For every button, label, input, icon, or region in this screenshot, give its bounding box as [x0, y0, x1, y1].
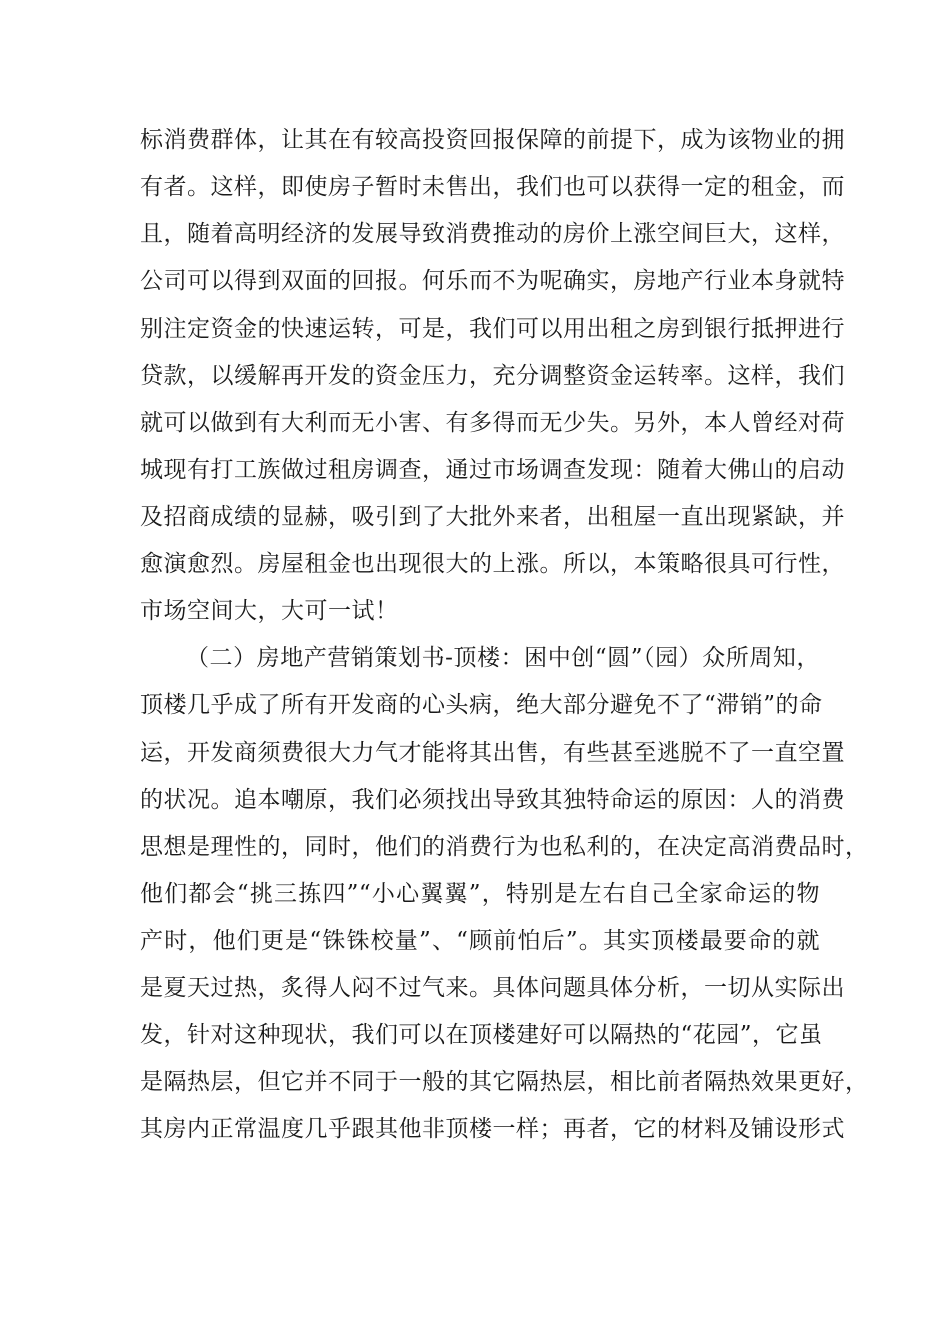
- text-line: 是夏天过热，炙得人闷不过气来。具体问题具体分析，一切从实际出: [140, 975, 845, 1001]
- text-line: 愈演愈烈。房屋租金也出现很大的上涨。所以，本策略很具可行性，: [140, 551, 845, 577]
- text-line: 有者。这样，即使房子暂时未售出，我们也可以获得一定的租金，而: [140, 174, 845, 200]
- section-heading-line: （二）房地产营销策划书-顶楼：困中创“圆”（园）众所周知，: [186, 645, 820, 671]
- text-line: 城现有打工族做过租房调查，通过市场调查发现：随着大佛山的启动: [140, 457, 845, 483]
- text-line: 他们都会“挑三拣四”“小心翼翼”，特别是左右自己全家命运的物: [140, 881, 820, 907]
- text-line: 及招商成绩的显赫，吸引到了大批外来者，出租屋一直出现紧缺，并: [140, 504, 845, 530]
- text-line: 思想是理性的，同时，他们的消费行为也私利的，在决定高消费品时，: [140, 834, 869, 860]
- text-line: 运，开发商须费很大力气才能将其出售，有些甚至逃脱不了一直空置: [140, 740, 845, 766]
- text-line: 发，针对这种现状，我们可以在顶楼建好可以隔热的“花园”，它虽: [140, 1022, 823, 1048]
- text-line: 是隔热层，但它并不同于一般的其它隔热层，相比前者隔热效果更好，: [140, 1069, 869, 1095]
- text-line: 的状况。追本嘲原，我们必须找出导致其独特命运的原因：人的消费: [140, 787, 845, 813]
- text-line: 市场空间大，大可一试！: [140, 598, 399, 624]
- text-line: 产时，他们更是“铢铢校量”、“顾前怕后”。其实顶楼最要命的就: [140, 928, 820, 954]
- text-line: 别注定资金的快速运转，可是，我们可以用出租之房到银行抵押进行: [140, 316, 845, 342]
- text-line: 就可以做到有大利而无小害、有多得而无少失。另外，本人曾经对荷: [140, 410, 845, 436]
- text-line: 且，随着高明经济的发展导致消费推动的房价上涨空间巨大，这样，: [140, 221, 845, 247]
- text-line: 公司可以得到双面的回报。何乐而不为呢确实，房地产行业本身就特: [140, 268, 845, 294]
- text-line: 贷款，以缓解再开发的资金压力，充分调整资金运转率。这样，我们: [140, 363, 845, 389]
- text-line: 其房内正常温度几乎跟其他非顶楼一样；再者，它的材料及铺设形式: [140, 1116, 845, 1142]
- text-line: 标消费群体，让其在有较高投资回报保障的前提下，成为该物业的拥: [140, 127, 845, 153]
- text-line: 顶楼几乎成了所有开发商的心头病，绝大部分避免不了“滞销”的命: [140, 692, 823, 718]
